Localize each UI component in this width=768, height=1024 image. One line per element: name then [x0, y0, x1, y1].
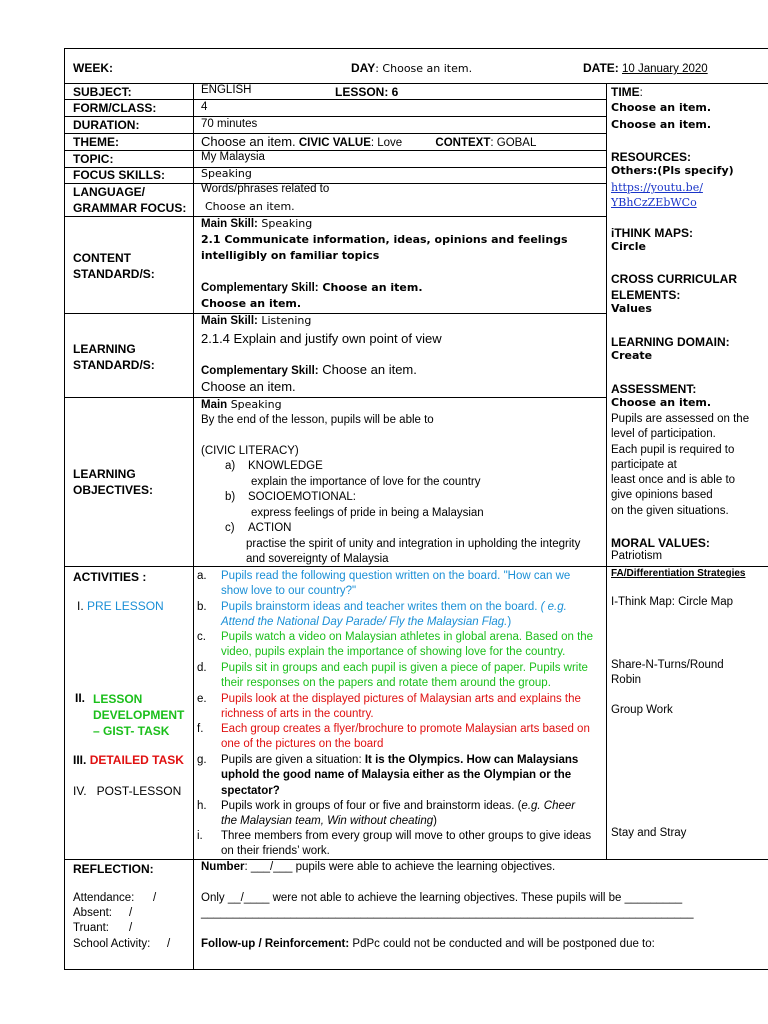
activity-c: c. Pupils watch a video on Malaysian athletes in global arena. Based on the video, pupils explain the importance of showing love for the country. [197, 631, 594, 659]
activity-e: e. Pupils look at the displayed pictures of Malaysian arts and explains the richness of arts in the country. [197, 693, 581, 721]
col-divider-right [606, 83, 607, 859]
obj-b-text: express feelings of pride in being a Malaysian [251, 507, 484, 519]
resources-label: RESOURCES: [611, 150, 692, 164]
cs-complementary-skill: Complementary Skill: Choose an item. [201, 281, 423, 294]
strategy-circle-map: I-Think Map: Circle Map [611, 596, 734, 608]
ls-standard: 2.1.4 Explain and justify own point of view [201, 331, 442, 346]
learning-domain-value[interactable]: Create [611, 349, 653, 362]
topic-value: My Malaysia [201, 151, 265, 163]
ithink-value: Circle [611, 240, 647, 253]
obj-main: Main Speaking [201, 398, 282, 411]
learning-domain-label: LEARNING DOMAIN: [611, 335, 730, 349]
post-lesson-label: IV. POST-LESSON [73, 784, 182, 798]
topic-label: TOPIC: [73, 152, 114, 166]
moral-values-value: Patriotism [611, 550, 663, 562]
cross-curricular-label: CROSS CURRICULAR ELEMENTS: [611, 272, 737, 302]
obj-b-marker: b) [225, 491, 236, 503]
subject-value: ENGLISH [201, 84, 252, 96]
assessment-label: ASSESSMENT: [611, 382, 697, 396]
cs-standard-line1: 2.1 Communicate information, ideas, opinions and feelings [201, 233, 568, 246]
theme-value[interactable]: Choose an item. [201, 134, 296, 149]
ls-comp-choose[interactable]: Choose an item. [201, 379, 296, 394]
obj-a-head: KNOWLEDGE [248, 460, 323, 472]
attendance-slash: / [153, 892, 157, 904]
time-choose-2[interactable]: Choose an item. [611, 118, 712, 131]
obj-b-head: SOCIOEMOTIONAL: [248, 491, 356, 503]
moral-values-label: MORAL VALUES: [611, 536, 710, 550]
cs-standard-line2: intelligibly on familiar topics [201, 249, 380, 262]
header-divider [65, 83, 768, 84]
day-label: DAY [351, 61, 376, 75]
context-value: : GOBAL [490, 137, 537, 149]
ls-main-skill: Main Skill: Listening [201, 314, 312, 327]
reflection-underline: _____________________________________________________________________________ [201, 907, 694, 919]
activity-g: g. Pupils are given a situation: It is the Olympics. How can Malaysians uphold the good name of Malaysia either as the Olympian or the spectator? [197, 754, 579, 797]
language-label: LANGUAGE/ GRAMMAR FOCUS: [73, 185, 187, 215]
time-choose-1[interactable]: Choose an item. [611, 101, 712, 114]
activities-label: ACTIVITIES : [73, 570, 147, 584]
context-label: CONTEXT [435, 137, 491, 149]
reflection-follow-up: Follow-up / Reinforcement: PdPc could not be conducted and will be postponed due to: [201, 938, 655, 950]
obj-a-marker: a) [225, 460, 236, 472]
civic-value: : Love [370, 137, 403, 149]
lesson-plan-sheet [64, 48, 768, 970]
strategy-share-n-turns: Share-N-Turns/Round Robin [611, 659, 724, 687]
obj-c-head: ACTION [248, 522, 292, 534]
resources-others: Others:(Pls specify) [611, 164, 734, 177]
activity-i: i. Three members from every group will move to other groups to give ideas on their friends’ work. [197, 830, 592, 858]
obj-c-text1: practise the spirit of unity and integration in upholding the integrity [246, 538, 581, 550]
detailed-task-label: III. DETAILED TASK [73, 753, 184, 767]
activity-d: d. Pupils sit in groups and each pupil is given a piece of paper. Pupils write their responses on the papers and rotate them around the group. [197, 662, 588, 690]
truant-slash: / [129, 922, 133, 934]
theme-label: THEME: [73, 135, 119, 149]
week-label: WEEK: [73, 61, 113, 75]
school-activity-label: School Activity: [73, 938, 151, 950]
obj-c-marker: c) [225, 522, 235, 534]
cross-curricular-value: Values [611, 302, 652, 315]
focus-value: Speaking [201, 167, 252, 180]
reflection-number: Number: ___/___ pupils were able to achieve the learning objectives. [201, 861, 556, 873]
strategy-group-work: Group Work [611, 704, 673, 716]
lesson-label: LESSON: 6 [335, 85, 399, 99]
assessment-value[interactable]: Choose an item. [611, 396, 712, 409]
reflection-only: Only __/____ were not able to achieve the learning objectives. These pupils will be _________ [201, 892, 683, 904]
date-value: 10 January 2020 [621, 63, 708, 75]
cs-main-skill: Main Skill: Speaking [201, 217, 313, 230]
objectives-label: LEARNING OBJECTIVES: [73, 467, 154, 497]
assessment-text: Pupils are assessed on the level of participation. Each pupil is required to participate at least once and is able to give opinions based on the given situations. [611, 413, 750, 517]
form-value: 4 [201, 101, 208, 113]
school-activity-slash: / [167, 938, 171, 950]
ithink-label: iTHINK MAPS: [611, 226, 693, 240]
activity-b: b. Pupils brainstorm ideas and teacher writes them on the board. ( e.g. Attend the National Day Parade/ Fly the Malaysian Flag.) [197, 601, 567, 629]
date-label: DATE: [583, 61, 619, 75]
absent-slash: / [129, 907, 133, 919]
lesson-dev-label: LESSON DEVELOPMENT – GIST- TASK [93, 692, 185, 738]
content-standard-label: CONTENT STANDARD/S: [73, 251, 155, 281]
obj-civic: (CIVIC LITERACY) [201, 445, 299, 457]
strategy-stay-and-stray: Stay and Stray [611, 827, 687, 839]
absent-label: Absent: [73, 907, 112, 919]
date-field [583, 60, 708, 76]
activity-f: f. Each group creates a flyer/brochure to promote Malaysian arts based on one of the pictures on the board [197, 723, 590, 751]
learning-standard-label: LEARNING STANDARD/S: [73, 342, 155, 372]
time-label: TIME: [611, 85, 643, 99]
language-choose[interactable]: Choose an item. [205, 200, 295, 213]
day-value[interactable]: : Choose an item. [375, 62, 473, 75]
form-label: FORM/CLASS: [73, 101, 157, 115]
duration-label: DURATION: [73, 118, 140, 132]
activity-a: a. Pupils read the following question written on the board. "How can we show love to our country?" [197, 570, 571, 598]
pre-lesson-label: I. PRE LESSON [77, 599, 164, 613]
lesson-dev-num: II. [75, 691, 86, 705]
duration-value: 70 minutes [201, 118, 258, 130]
cs-comp-choose[interactable]: Choose an item. [201, 297, 302, 310]
attendance-label: Attendance: [73, 892, 135, 904]
language-value: Words/phrases related to [201, 183, 330, 195]
civic-label: CIVIC VALUE [298, 137, 371, 149]
day-field[interactable] [351, 60, 472, 76]
truant-label: Truant: [73, 922, 110, 934]
theme-row [201, 134, 536, 149]
reflection-label: REFLECTION: [73, 862, 154, 876]
obj-c-text2: and sovereignty of Malaysia [246, 553, 389, 565]
obj-a-text: explain the importance of love for the country [251, 476, 481, 488]
fa-strategies-label: FA/Differentiation Strategies [611, 568, 746, 579]
activity-h: h. Pupils work in groups of four or five and brainstorm ideas. (e.g. Cheer the Malaysian team, Win without cheating) [197, 800, 576, 828]
subject-label: SUBJECT: [73, 85, 132, 99]
obj-intro: By the end of the lesson, pupils will be able to [201, 414, 434, 426]
video-link[interactable]: https://youtu.be/ YBhCzZEbWCo [611, 181, 703, 209]
ls-complementary-skill: Complementary Skill: Choose an item. [201, 362, 417, 377]
focus-label: FOCUS SKILLS: [73, 168, 165, 182]
